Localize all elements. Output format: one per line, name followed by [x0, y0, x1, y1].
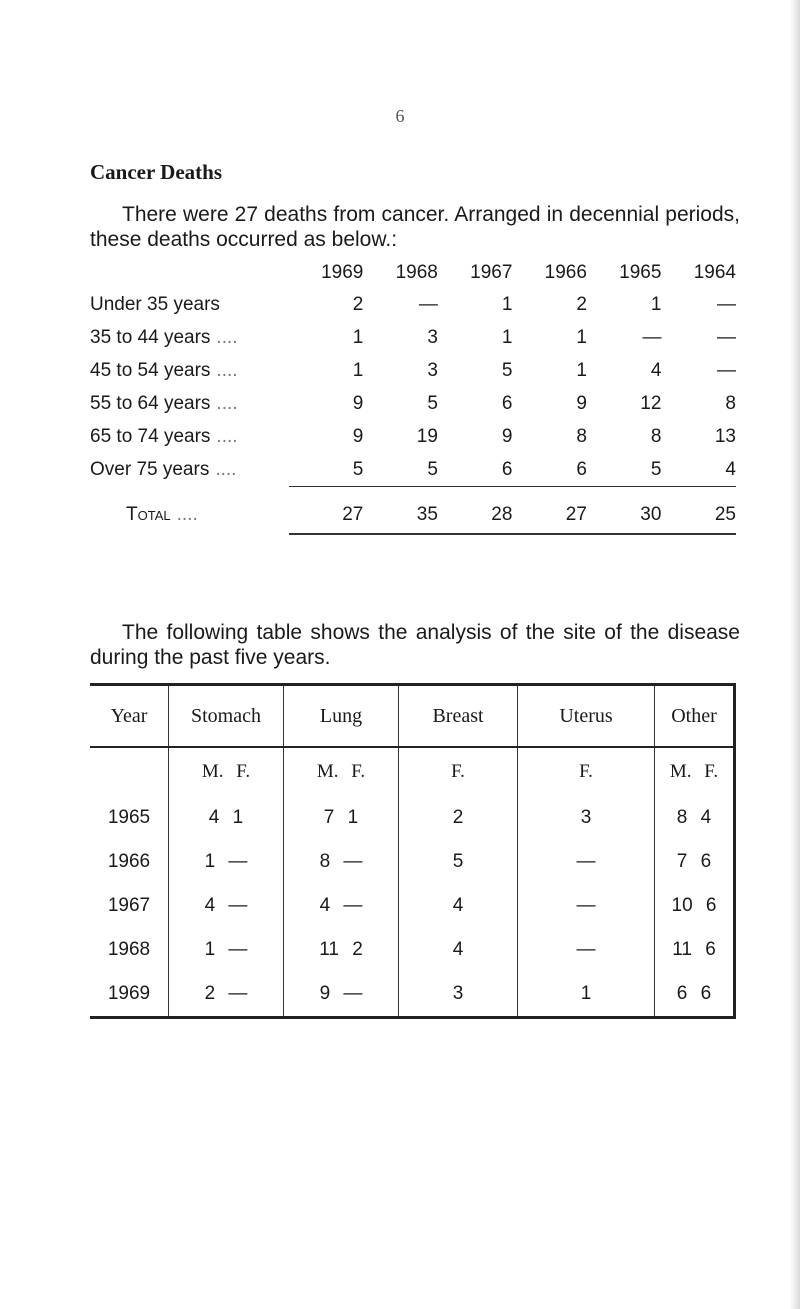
page-number: 6 [395, 106, 405, 126]
year-header: 1967 [470, 262, 513, 283]
cell-value: 12 [640, 392, 662, 414]
column-header: Other [655, 685, 735, 748]
cell-value: 1 [576, 326, 587, 348]
table-row: 55 to 64 years .... 9 5 6 9 12 8 [90, 387, 736, 420]
cell-value: 3 [399, 972, 518, 1018]
column-header: Lung [284, 685, 399, 748]
intro-paragraph [90, 202, 740, 252]
cell-value: 2 [352, 293, 364, 315]
cell-value: 1 — [169, 840, 284, 884]
cell-value: 4 [399, 884, 518, 928]
cell-value: 1 [501, 293, 513, 315]
cell-value: 9 — [284, 972, 399, 1018]
cell-value: 1 [501, 326, 513, 348]
year-cell: 1969 [90, 972, 169, 1018]
cell-value: 4 [399, 928, 518, 972]
total-value: 30 [587, 487, 662, 535]
cell-value: 1 [518, 972, 655, 1018]
cell-value: 4 — [169, 884, 284, 928]
cell-value: 3 [427, 326, 438, 348]
cell-value: 2 [399, 796, 518, 840]
analysis-text: The following table shows the analysis of the site of the disease during the past five years. [90, 621, 740, 669]
cell-value: 8 4 [655, 796, 735, 840]
year-header: 1965 [619, 262, 662, 283]
sex-subheader: M. F. [655, 747, 735, 796]
sex-subheader: F. [518, 747, 655, 796]
cell-value: 5 [501, 359, 513, 381]
cell-value: 3 [427, 359, 438, 381]
sex-subheader: M. F. [169, 747, 284, 796]
column-header: Stomach [169, 685, 284, 748]
cell-value: 19 [416, 425, 438, 447]
table-row [90, 796, 735, 840]
cell-value: — [418, 293, 438, 315]
analysis-paragraph [90, 620, 740, 670]
year-header: 1968 [395, 262, 438, 283]
year-header: 1966 [544, 262, 587, 283]
cell-value: 9 [501, 425, 513, 447]
cell-value: 4 [725, 458, 736, 480]
year-header-row [90, 258, 736, 288]
cell-value: 5 [427, 458, 438, 480]
cell-value: 2 — [169, 972, 284, 1018]
cell-value: — [642, 326, 662, 348]
cell-value: 1 [576, 359, 587, 381]
column-header: Uterus [518, 685, 655, 748]
cell-value: 6 [501, 392, 513, 414]
sex-subheader: F. [399, 747, 518, 796]
cell-value: 1 [650, 293, 662, 315]
deaths-by-age-table [90, 258, 736, 535]
cell-value: — [717, 326, 736, 348]
total-label: Total [126, 504, 171, 526]
total-row: Total .... 27 35 28 27 30 25 [90, 487, 736, 535]
cell-value: 6 6 [655, 972, 735, 1018]
total-value: 25 [661, 487, 736, 535]
cell-value: 5 [352, 458, 364, 480]
cell-value: 5 [427, 392, 438, 414]
table-row [90, 928, 735, 972]
page-edge-shadow [790, 0, 800, 1309]
table-row: 65 to 74 years .... 9 19 9 8 8 13 [90, 420, 736, 453]
cell-value: 8 [576, 425, 587, 447]
cell-value: — [717, 293, 736, 315]
intro-text: There were 27 deaths from cancer. Arranged in decennial periods, these deaths occurred as below.: [90, 203, 740, 251]
total-value: 35 [363, 487, 438, 535]
age-group-label: Under 35 years [90, 293, 220, 315]
table-row: 45 to 54 years .... 1 3 5 1 4 — [90, 354, 736, 387]
total-value: 28 [438, 487, 513, 535]
cell-value: 4 1 [169, 796, 284, 840]
table-row [90, 288, 736, 321]
header-row [90, 685, 735, 748]
site-analysis-table [90, 683, 736, 1019]
age-group-label: Over 75 years [90, 458, 210, 480]
year-cell: 1968 [90, 928, 169, 972]
cell-value: 9 [352, 392, 364, 414]
cell-value: 7 1 [284, 796, 399, 840]
cell-value: — [518, 840, 655, 884]
cell-value: 9 [352, 425, 364, 447]
cell-value: 1 — [169, 928, 284, 972]
cell-value: 6 [501, 458, 513, 480]
year-cell: 1965 [90, 796, 169, 840]
cell-value: 8 [650, 425, 662, 447]
cell-value: 11 2 [284, 928, 399, 972]
cell-value: 8 [725, 392, 736, 414]
cell-value: 7 6 [655, 840, 735, 884]
cell-value: 11 6 [655, 928, 735, 972]
year-cell: 1967 [90, 884, 169, 928]
table-row [90, 884, 735, 928]
total-value: 27 [512, 487, 587, 535]
cell-value: 5 [650, 458, 662, 480]
year-header: 1969 [321, 262, 364, 283]
cell-value: 4 [650, 359, 662, 381]
cell-value: 13 [714, 425, 736, 447]
cell-value: — [717, 359, 736, 381]
year-cell: 1966 [90, 840, 169, 884]
sex-subheader-row [90, 747, 735, 796]
cell-value: 10 6 [655, 884, 735, 928]
cell-value: — [518, 884, 655, 928]
cell-value: 1 [352, 326, 364, 348]
cell-value: 9 [576, 392, 587, 414]
cell-value: 6 [576, 458, 587, 480]
cell-value: 4 — [284, 884, 399, 928]
cell-value: — [518, 928, 655, 972]
column-header: Year [90, 685, 169, 748]
cell-value: 3 [518, 796, 655, 840]
sex-subheader: M. F. [284, 747, 399, 796]
cell-value: 2 [576, 293, 587, 315]
age-group-label: 35 to 44 years [90, 326, 211, 348]
age-group-label: 65 to 74 years [90, 425, 211, 447]
cell-value: 5 [399, 840, 518, 884]
age-group-label: 45 to 54 years [90, 359, 211, 381]
cell-value: 8 — [284, 840, 399, 884]
column-header: Breast [399, 685, 518, 748]
year-header: 1964 [693, 262, 736, 283]
total-value: 27 [289, 487, 364, 535]
table-row: 35 to 44 years .... 1 3 1 1 — — [90, 321, 736, 354]
cell-value: 1 [352, 359, 364, 381]
table-row [90, 840, 735, 884]
age-group-label: 55 to 64 years [90, 392, 211, 414]
table-row: Over 75 years .... 5 5 6 6 5 4 [90, 453, 736, 487]
section-heading: Cancer Deaths [90, 160, 223, 184]
table-row [90, 972, 735, 1018]
